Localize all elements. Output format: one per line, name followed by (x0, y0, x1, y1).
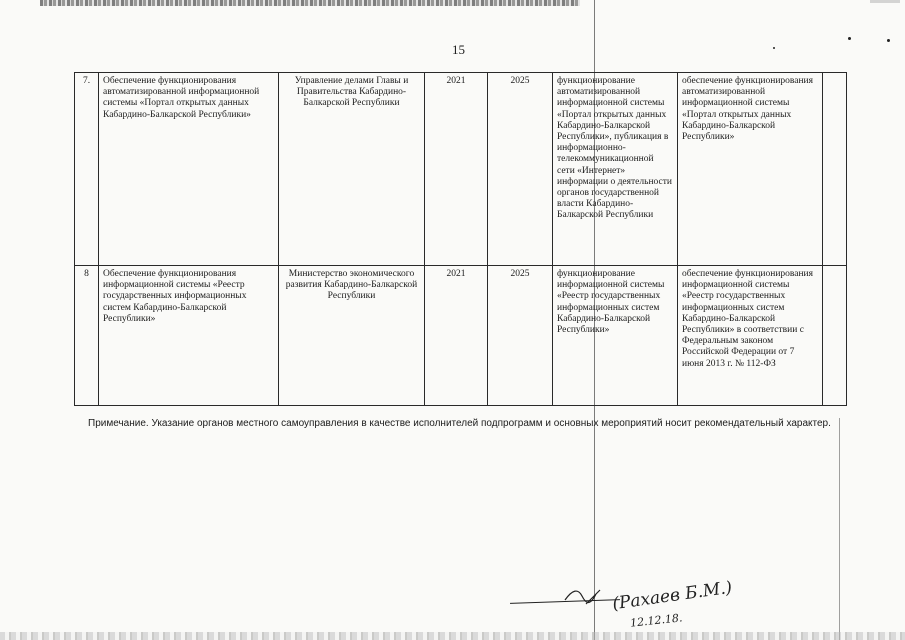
result-cell: функционирование автоматизированной информационной системы «Портал открытых данных Кабардино-Балкарской Республики», публикация в информационно-телекоммуникационной сети «Интернет» информации о деятельности органов государственной власти Кабардино-Балкарской Республики (553, 73, 678, 266)
executor-cell: Управление делами Главы и Правительства Кабардино-Балкарской Республики (279, 73, 425, 266)
row-number: 7. (75, 73, 99, 266)
empty-cell (823, 266, 847, 406)
empty-cell (823, 73, 847, 266)
year-end-cell: 2025 (488, 73, 553, 266)
scan-artifact-bottom (0, 632, 905, 640)
scan-fold-line (839, 418, 840, 640)
signature-date: 12.12.18. (629, 611, 684, 630)
speck (773, 47, 775, 49)
year-start-cell: 2021 (425, 73, 488, 266)
table-row (75, 73, 847, 266)
speck (887, 39, 890, 42)
indicator-cell: обеспечение функционирования автоматизированной информационной системы «Портал открытых данных Кабардино-Балкарской Республики» (678, 73, 823, 266)
page-number: 15 (452, 42, 465, 57)
table-row (75, 266, 847, 406)
year-start-cell: 2021 (425, 266, 488, 406)
event-cell: Обеспечение функционирования автоматизированной информационной системы «Портал открытых данных Кабардино-Балкарской Республики» (99, 73, 279, 266)
scan-artifact-top (40, 0, 580, 6)
executor-cell: Министерство экономического развития Кабардино-Балкарской Республики (279, 266, 425, 406)
speck (848, 37, 851, 40)
row-number: 8 (75, 266, 99, 406)
year-end-cell: 2025 (488, 266, 553, 406)
result-cell: функционирование информационной системы «Реестр государственных информационных систем Кабардино-Балкарской Республики» (553, 266, 678, 406)
footnote: Примечание. Указание органов местного самоуправления в качестве исполнителей подпрограмм и основных мероприятий носит рекомендательный характер. (88, 418, 831, 429)
scan-artifact-top-right (870, 0, 900, 3)
indicator-cell: обеспечение функционирования информационной системы «Реестр государственных информационных систем Кабардино-Балкарской Республики» в соответствии с Федеральным законом Российской Федерации от 7 июня 2013 г. № 112-ФЗ (678, 266, 823, 406)
program-table (74, 72, 847, 406)
event-cell: Обеспечение функционирования информационной системы «Реестр государственных информационных систем Кабардино-Балкарской Республики» (99, 266, 279, 406)
signature-name: (Рахаев Б.М.) (611, 577, 734, 615)
